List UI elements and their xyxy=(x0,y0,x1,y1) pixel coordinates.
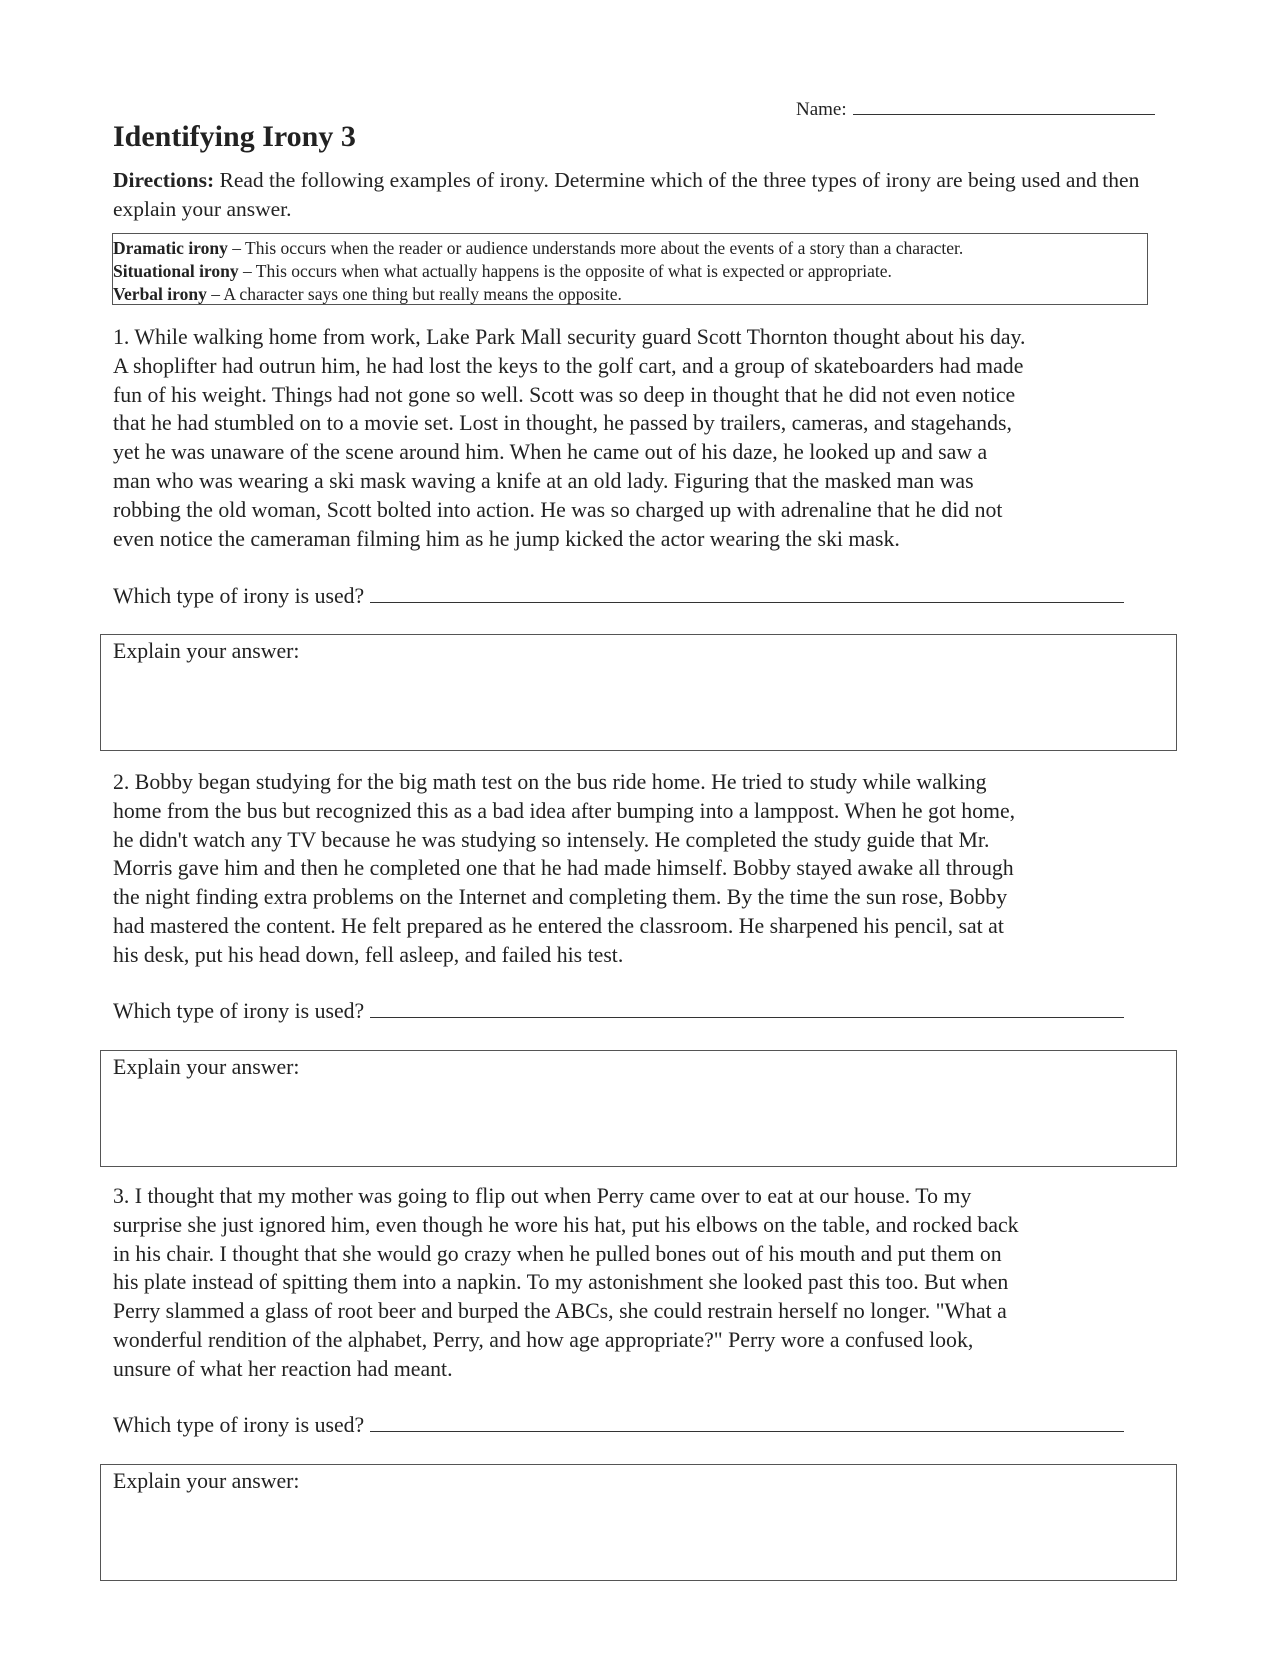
passage-line: fun of his weight. Things had not gone so well. Scott was so deep in thought that he did not even notice xyxy=(113,382,1016,407)
definition-text: – This occurs when what actually happens is the opposite of what is expected or appropriate. xyxy=(238,261,892,281)
definition-situational xyxy=(113,260,892,282)
irony-type-prompt: Which type of irony is used? xyxy=(113,1413,365,1437)
directions xyxy=(113,166,1153,224)
irony-type-answer-line[interactable] xyxy=(370,999,1124,1018)
name-field[interactable] xyxy=(796,96,1155,121)
passage-line: robbing the old woman, Scott bolted into action. He was so charged up with adrenaline that he did not xyxy=(113,497,1003,522)
explain-answer-box-3[interactable] xyxy=(100,1464,1177,1581)
passage-line: in his chair. I thought that she would go crazy when he pulled bones out of his mouth and put them on xyxy=(113,1241,1002,1266)
passage-line: home from the bus but recognized this as a bad idea after bumping into a lamppost. When he got home, xyxy=(113,798,1016,823)
directions-label: Directions: xyxy=(113,168,215,192)
definition-text: – This occurs when the reader or audience understands more about the events of a story than a character. xyxy=(227,238,964,258)
definition-term: Situational irony xyxy=(113,261,239,281)
passage-line: 1. While walking home from work, Lake Park Mall security guard Scott Thornton thought about his day. xyxy=(113,325,1026,349)
passage-line: the night finding extra problems on the Internet and completing them. By the time the sun rose, Bobby xyxy=(113,885,1008,910)
name-blank[interactable] xyxy=(853,96,1155,115)
definition-text: – A character says one thing but really means the opposite. xyxy=(206,284,622,304)
passage-line: he didn't watch any TV because he was studying so intensely. He completed the study guide that Mr. xyxy=(113,827,990,852)
passage-line: A shoplifter had outrun him, he had lost the keys to the golf cart, and a group of skateboarders had made xyxy=(113,353,1024,378)
irony-type-answer-line[interactable] xyxy=(370,584,1124,603)
irony-type-prompt: Which type of irony is used? xyxy=(113,999,365,1023)
explain-label: Explain your answer: xyxy=(113,639,300,663)
passage-line: his desk, put his head down, fell asleep, and failed his test. xyxy=(113,942,624,967)
page-title: Identifying Irony 3 xyxy=(113,120,356,153)
irony-type-prompt: Which type of irony is used? xyxy=(113,584,365,608)
passage-line: had mastered the content. He felt prepared as he entered the classroom. He sharpened his pencil, sat at xyxy=(113,913,1004,938)
passage-line: 3. I thought that my mother was going to flip out when Perry came over to eat at our house. To my xyxy=(113,1184,972,1208)
name-label: Name: xyxy=(796,99,847,120)
explain-answer-box-2[interactable] xyxy=(100,1050,1177,1167)
passage-line: Perry slammed a glass of root beer and burped the ABCs, she could restrain herself no longer. "What a xyxy=(113,1299,1007,1324)
passage-line: his plate instead of spitting them into a napkin. To my astonishment she looked past this too. But when xyxy=(113,1270,1009,1295)
explain-label: Explain your answer: xyxy=(113,1055,300,1079)
passage-1 xyxy=(113,323,1173,553)
passage-line: man who was wearing a ski mask waving a knife at an old lady. Figuring that the masked man was xyxy=(113,468,974,493)
definitions-box xyxy=(112,233,1148,305)
passage-2 xyxy=(113,768,1173,970)
definition-verbal xyxy=(113,283,622,305)
passage-line: 2. Bobby began studying for the big math test on the bus ride home. He tried to study while walking xyxy=(113,770,987,794)
irony-type-question-1 xyxy=(113,584,1124,609)
directions-text: Read the following examples of irony. Determine which of the three types of irony are being used and then explain your answer. xyxy=(113,168,1140,221)
passage-line: Morris gave him and then he completed one that he had made himself. Bobby stayed awake all through xyxy=(113,856,1014,881)
passage-line: yet he was unaware of the scene around him. When he came out of his daze, he looked up and saw a xyxy=(113,440,988,465)
definition-dramatic xyxy=(113,237,963,259)
passage-line: wonderful rendition of the alphabet, Perry, and how age appropriate?" Perry wore a confused look, xyxy=(113,1327,974,1352)
passage-line: surprise she just ignored him, even though he wore his hat, put his elbows on the table, and rocked back xyxy=(113,1212,1019,1237)
explain-label: Explain your answer: xyxy=(113,1469,300,1493)
passage-line: even notice the cameraman filming him as he jump kicked the actor wearing the ski mask. xyxy=(113,526,900,551)
passage-3 xyxy=(113,1182,1173,1384)
explain-answer-box-1[interactable] xyxy=(100,634,1177,751)
passage-line: that he had stumbled on to a movie set. Lost in thought, he passed by trailers, cameras, and stagehands, xyxy=(113,411,1012,436)
definition-term: Dramatic irony xyxy=(113,238,228,258)
irony-type-question-2 xyxy=(113,999,1124,1024)
irony-type-question-3 xyxy=(113,1413,1124,1438)
irony-type-answer-line[interactable] xyxy=(370,1413,1124,1432)
definition-term: Verbal irony xyxy=(113,284,207,304)
passage-line: unsure of what her reaction had meant. xyxy=(113,1356,453,1381)
